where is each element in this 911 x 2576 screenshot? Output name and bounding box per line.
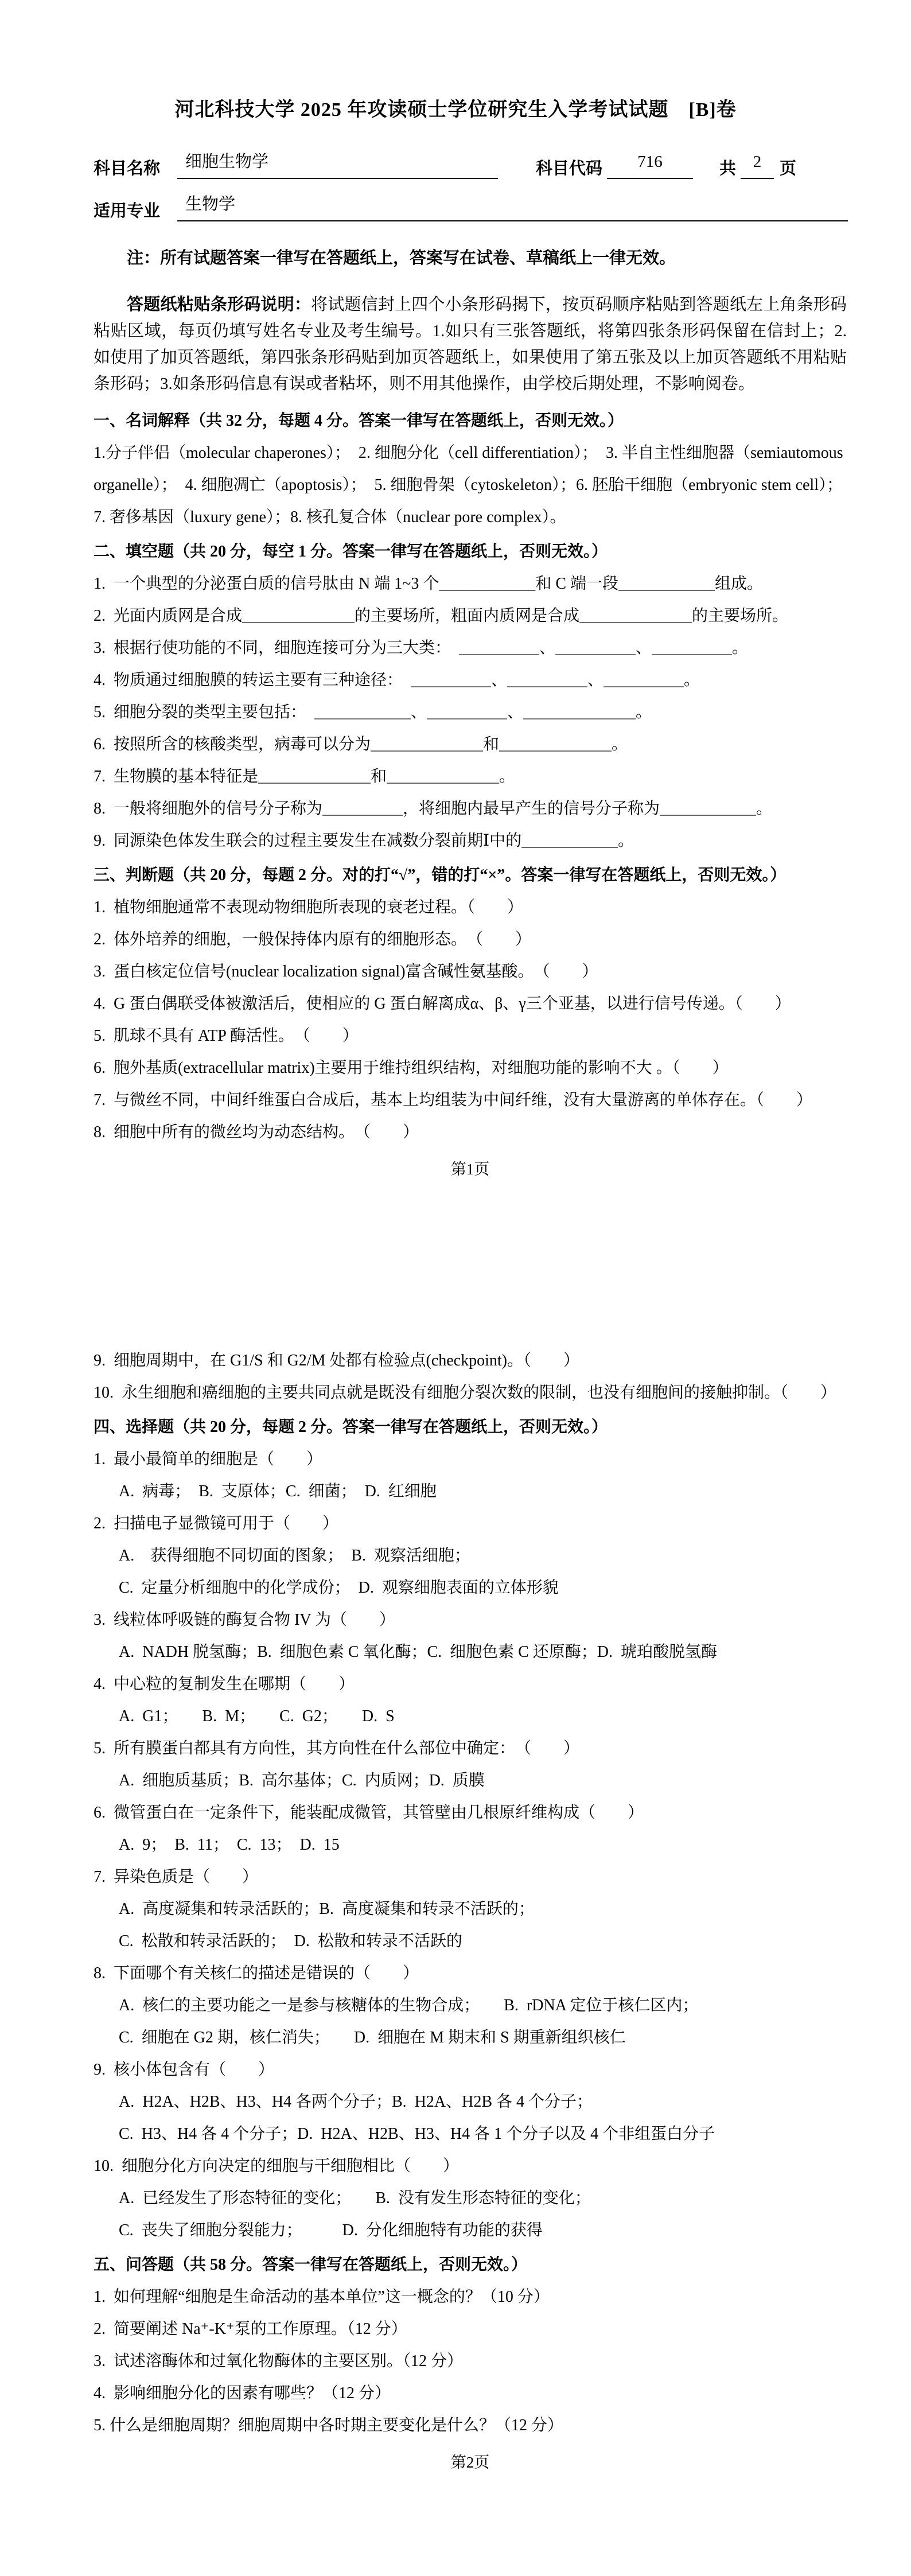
judge-item: 9. 细胞周期中，在 G1/S 和 G2/M 处都有检验点(checkpoint)。（ ） <box>94 1352 579 1369</box>
section-heading-essay: 五、问答题（共 58 分。答案一律写在答题纸上，否则无效。） <box>94 2256 528 2274</box>
fill-blank-item: 2. 光面内质网是合成＿＿＿＿＿＿＿的主要场所，粗面内质网是合成＿＿＿＿＿＿＿的主要场所。 <box>94 607 789 625</box>
section-heading-fill-blanks: 二、填空题（共 20 分，每空 1 分。答案一律写在答题纸上，否则无效。） <box>94 543 608 561</box>
page-2 <box>0 1345 911 2478</box>
essay-item: 4. 影响细胞分化的因素有哪些？（12 分） <box>94 2384 391 2402</box>
choice-options: A. 高度凝集和转录活跃的；B. 高度凝集和转录不活跃的； <box>119 1900 535 1918</box>
major-field <box>177 194 848 221</box>
judge-item: 2. 体外培养的细胞，一般保持体内原有的细胞形态。 （ ） <box>94 931 532 948</box>
page-2-questions <box>94 1345 847 2478</box>
choice-options: C. 定量分析细胞中的化学成份； D. 观察细胞表面的立体形貌 <box>119 1579 559 1597</box>
total-pages-field <box>741 151 774 179</box>
choice-options: A. G1； B. M； C. G2； D. S <box>119 1707 395 1725</box>
section-heading-glossary: 一、名词解释（共 32 分，每题 4 分。答案一律写在答题纸上，否则无效。） <box>94 412 624 430</box>
section-heading-true-false: 三、判断题（共 20 分，每题 2 分。对的打“√”，错的打“×”。答案一律写在答题纸上，否则无效。） <box>94 866 787 884</box>
choice-options: A. 病毒； B. 支原体；C. 细菌； D. 红细胞 <box>119 1482 437 1500</box>
fill-blank-item: 1. 一个典型的分泌蛋白质的信号肽由 N 端 1~3 个＿＿＿＿＿＿和 C 端一段＿＿＿＿＿＿组成。 <box>94 575 764 593</box>
judge-item: 5. 肌球不具有 ATP 酶活性。 （ ） <box>94 1027 359 1045</box>
fill-blank-item: 6. 按照所含的核酸类型，病毒可以分为＿＿＿＿＿＿＿和＿＿＿＿＿＿＿。 <box>94 736 628 753</box>
barcode-instructions-lead: 答题纸粘贴条形码说明： <box>127 295 312 314</box>
glossary-line: 1.分子伴侣（molecular chaperones）； 2. 细胞分化（cell differentiation）； 3. 半自主性细胞器（semiautomous <box>94 444 843 462</box>
barcode-instructions-body: 将试题信封上四个小条形码揭下，按页码顺序粘贴到答题纸左上角条形码粘贴区域，每页仍填写姓名专业及考生编号。1.如只有三张答题纸，将第四张条形码保留在信封上；2.如使用了加页答题纸，第四张条形码贴到加页答题纸上，如果使用了第五张及以上加页答题纸不用粘贴条形码；3.如条形码信息有误或者粘坏，则不用其他操作，由学校后期处理，不影响阅卷。 <box>94 295 847 393</box>
choice-options: A. 已经发生了形态特征的变化； B. 没有发生形态特征的变化； <box>119 2189 591 2207</box>
choice-options: C. 丧失了细胞分裂能力； D. 分化细胞特有功能的获得 <box>119 2221 543 2239</box>
barcode-instructions <box>94 291 847 397</box>
choice-stem: 4. 中心粒的复制发生在哪期（ ） <box>94 1675 355 1693</box>
choice-options: A. 9； B. 11； C. 13； D. 15 <box>119 1836 340 1854</box>
choice-stem: 7. 异染色质是（ ） <box>94 1868 259 1886</box>
judge-item: 6. 胞外基质(extracellular matrix)主要用于维持组织结构，对细胞功能的影响不大 。（ ） <box>94 1059 729 1077</box>
major-label: 适用专业 <box>94 202 161 220</box>
major-value: 生物学 <box>185 195 236 213</box>
choice-stem: 3. 线粒体呼吸链的酶复合物 IV 为（ ） <box>94 1611 396 1629</box>
choice-stem: 9. 核小体包含有（ ） <box>94 2061 275 2079</box>
page-break-gap <box>0 1185 911 1345</box>
essay-item: 5. 什么是细胞周期？细胞周期中各时期主要变化是什么？（12 分） <box>94 2417 564 2434</box>
choice-stem: 1. 最小最简单的细胞是（ ） <box>94 1450 323 1468</box>
judge-item: 8. 细胞中所有的微丝均为动态结构。 （ ） <box>94 1123 419 1141</box>
essay-item: 2. 简要阐述 Na⁺-K⁺泵的工作原理。（12 分） <box>94 2320 407 2338</box>
choice-options: C. H3、H4 各 4 个分子；D. H2A、H2B、H3、H4 各 1 个分子以及 4 个非组蛋白分子 <box>119 2125 715 2143</box>
subject-code-field <box>607 151 693 179</box>
choice-stem: 6. 微管蛋白在一定条件下，能装配成微管，其管壁由几根原纤维构成（ ） <box>94 1804 644 1822</box>
choice-options: A. H2A、H2B、H3、H4 各两个分子；B. H2A、H2B 各 4 个分子； <box>119 2093 593 2111</box>
subject-name-value: 细胞生物学 <box>185 153 269 171</box>
essay-item: 3. 试述溶酶体和过氧化物酶体的主要区别。（12 分） <box>94 2352 464 2370</box>
choice-options: A. 核仁的主要功能之一是参与核糖体的生物合成； B. rDNA 定位于核仁区内； <box>119 1997 699 2014</box>
choice-options: C. 细胞在 G2 期，核仁消失； D. 细胞在 M 期末和 S 期重新组织核仁 <box>119 2029 626 2046</box>
choice-stem: 10. 细胞分化方向决定的细胞与干细胞相比（ ） <box>94 2157 460 2175</box>
page-1-questions <box>94 405 847 1185</box>
glossary-line: 7. 奢侈基因（luxury gene）；8. 核孔复合体（nuclear pore complex）。 <box>94 508 566 526</box>
major-row <box>94 194 848 221</box>
judge-item: 1. 植物细胞通常不表现动物细胞所表现的衰老过程。（ ） <box>94 898 524 916</box>
fill-blank-item: 3. 根据行使功能的不同，细胞连接可分为三大类： ＿＿＿＿＿、＿＿＿＿＿、＿＿＿＿＿。 <box>94 639 749 657</box>
judge-item: 10. 永生细胞和癌细胞的主要共同点就是既没有细胞分裂次数的限制，也没有细胞间的接触抑制。（ ） <box>94 1384 837 1402</box>
fill-blank-item: 5. 细胞分裂的类型主要包括： ＿＿＿＿＿＿、＿＿＿＿＿、＿＿＿＿＿＿＿。 <box>94 703 652 721</box>
fill-blank-item: 7. 生物膜的基本特征是＿＿＿＿＿＿＿和＿＿＿＿＿＿＿。 <box>94 768 516 785</box>
subject-name-label: 科目名称 <box>94 159 161 178</box>
choice-options: C. 松散和转录活跃的； D. 松散和转录不活跃的 <box>119 1932 462 1950</box>
page-footer: 第2页 <box>450 2454 490 2471</box>
subject-name-field <box>177 151 498 179</box>
fill-blank-item: 9. 同源染色体发生联会的过程主要发生在减数分裂前期Ⅰ中的＿＿＿＿＿＿。 <box>94 832 634 850</box>
choice-options: A. NADH 脱氢酶；B. 细胞色素 C 氧化酶；C. 细胞色素 C 还原酶；D. 琥珀酸脱氢酶 <box>119 1643 718 1661</box>
total-pages-value: 2 <box>753 153 762 171</box>
choice-stem: 2. 扫描电子显微镜可用于（ ） <box>94 1515 339 1532</box>
note-line: 注：所有试题答案一律写在答题纸上，答案写在试卷、草稿纸上一律无效。 <box>127 249 676 267</box>
page-footer: 第1页 <box>450 1161 490 1178</box>
choice-options: A. 细胞质基质；B. 高尔基体；C. 内质网；D. 质膜 <box>119 1772 485 1789</box>
choice-stem: 8. 下面哪个有关核仁的描述是错误的（ ） <box>94 1964 419 1982</box>
subject-row <box>94 151 848 179</box>
judge-item: 4. G 蛋白偶联受体被激活后，使相应的 G 蛋白解离成α、β、γ三个亚基，以进行信号传递。（ ） <box>94 995 791 1013</box>
section-heading-multiple-choice: 四、选择题（共 20 分，每题 2 分。答案一律写在答题纸上，否则无效。） <box>94 1418 608 1436</box>
judge-item: 7. 与微丝不同，中间纤维蛋白合成后，基本上均组装为中间纤维，没有大量游离的单体存在。（ ） <box>94 1091 813 1109</box>
essay-item: 1. 如何理解“细胞是生命活动的基本单位”这一概念的？（10 分） <box>94 2288 550 2306</box>
total-pages-suffix: 页 <box>780 159 797 178</box>
glossary-line: organelle）； 4. 细胞凋亡（apoptosis）； 5. 细胞骨架（cytoskeleton）；6. 胚胎干细胞（embryonic stem cell）； <box>94 476 843 494</box>
fill-blank-item: 8. 一般将细胞外的信号分子称为＿＿＿＿＿，将细胞内最早产生的信号分子称为＿＿＿＿＿＿。 <box>94 800 773 818</box>
choice-stem: 5. 所有膜蛋白都具有方向性，其方向性在什么部位中确定： （ ） <box>94 1740 580 1757</box>
page-1 <box>0 0 911 1185</box>
total-pages-prefix: 共 <box>719 159 737 178</box>
judge-item: 3. 蛋白核定位信号(nuclear localization signal)富含碱性氨基酸。 （ ） <box>94 963 598 980</box>
fill-blank-item: 4. 物质通过细胞膜的转运主要有三种途径： ＿＿＿＿＿、＿＿＿＿＿、＿＿＿＿＿。 <box>94 671 700 689</box>
subject-code-label: 科目代码 <box>536 159 603 178</box>
exam-title: 河北科技大学 2025 年攻读硕士学位研究生入学考试试题 [B]卷 <box>174 99 737 120</box>
subject-code-value: 716 <box>637 153 663 171</box>
choice-options: A. 获得细胞不同切面的图象； B. 观察活细胞； <box>119 1547 470 1565</box>
